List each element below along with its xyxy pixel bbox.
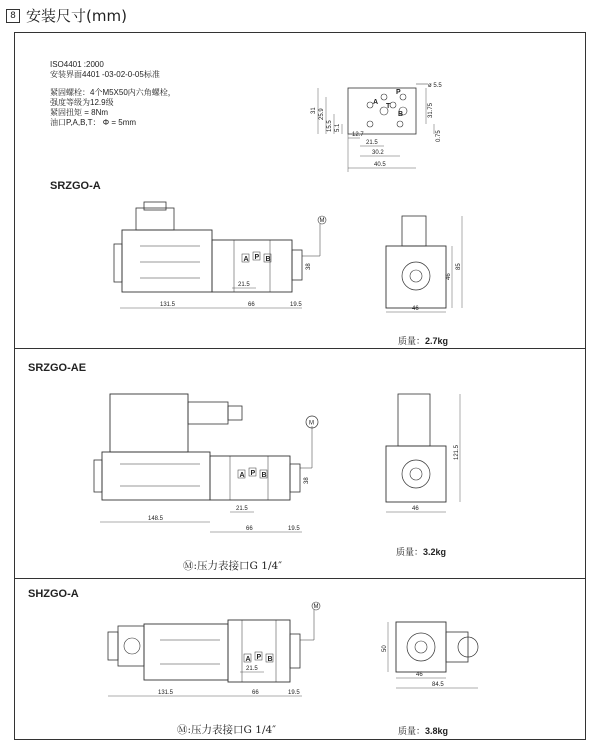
dim-5-1: 5.1 [335, 123, 341, 132]
dim-center: 66 [248, 302, 255, 308]
gauge-marker: M [309, 420, 314, 427]
dim-length: 131.5 [160, 302, 176, 308]
model-title-shzgo-a: SHZGO-A [28, 588, 79, 600]
svg-text:P: P [254, 254, 260, 261]
dim-15-5: 15.5 [327, 120, 333, 132]
dim-height: 38 [304, 477, 310, 484]
dim-port-spacing: 21.5 [236, 506, 248, 512]
svg-text:A: A [245, 656, 251, 663]
gauge-marker: M [313, 604, 319, 610]
side-view-shzgo-a [100, 596, 330, 706]
spec-line-2: 安装界面4401 -03-02-0-05标准 [50, 70, 160, 79]
spec-line-1: ISO4401 :2000 [50, 60, 104, 69]
hole-label: ø 5.5 [428, 83, 442, 89]
gauge-note-2: Ⓜ:压力表接口G 1/4″ [177, 724, 277, 736]
dim-end: 19.5 [290, 302, 302, 308]
dim-12-7: 12.7 [352, 132, 364, 138]
dim-center: 66 [252, 690, 259, 696]
model-title-srzgo-a: SRZGO-A [50, 180, 101, 192]
dim-width: 46 [412, 306, 419, 312]
port-b: B [398, 111, 404, 118]
dim-height: 50 [382, 645, 388, 652]
svg-text:B: B [261, 472, 267, 479]
svg-text:P: P [256, 654, 262, 661]
side-view-srzgo-ae [90, 386, 320, 536]
dim-total-height: 85 [456, 263, 462, 270]
dim-end: 19.5 [288, 526, 300, 532]
svg-text:B: B [267, 656, 273, 663]
dim-total-height: 121.5 [454, 444, 460, 460]
section-divider-2 [14, 578, 586, 579]
front-view-srzgo-ae [380, 390, 470, 520]
dim-side-height: 46 [446, 273, 452, 280]
dim-center: 66 [246, 526, 253, 532]
side-view-srzgo-a [110, 200, 340, 320]
section-title: 安装尺寸(mm) [26, 7, 127, 25]
model-title-srzgo-ae: SRZGO-AE [28, 362, 87, 374]
dim-21-5: 21.5 [366, 140, 378, 146]
dim-port-spacing: 21.5 [238, 282, 250, 288]
mass-shzgo-a: 质量：3.8kg [398, 726, 449, 737]
section-divider-1 [14, 348, 586, 349]
dim-0-75: 0.75 [436, 130, 442, 142]
svg-text:B: B [265, 256, 271, 263]
dim-31: 31 [311, 107, 317, 114]
spec-line-4: 强度等级为12.9级 [50, 98, 114, 107]
dim-width: 46 [416, 672, 423, 678]
port-p: P [396, 89, 401, 96]
front-view-srzgo-a [380, 212, 470, 322]
gauge-marker: M [319, 218, 325, 224]
svg-text:P: P [250, 470, 256, 477]
spec-line-5: 紧固扭矩 = 8Nm [50, 108, 109, 117]
dim-end: 19.5 [288, 690, 300, 696]
spec-line-3: 紧固螺栓：4个M5X50内六角螺栓， [50, 88, 176, 97]
dim-total-width: 84.5 [432, 682, 444, 688]
spec-line-6: 油口P,A,B,T： Φ = 5mm [50, 118, 137, 127]
dim-30-2: 30.2 [372, 150, 384, 156]
front-view-shzgo-a [378, 616, 498, 696]
dim-length: 131.5 [158, 690, 174, 696]
svg-text:A: A [243, 256, 249, 263]
dim-31-75: 31.75 [428, 102, 434, 118]
gauge-note-1: Ⓜ:压力表接口G 1/4″ [183, 560, 283, 572]
mass-srzgo-a: 质量：2.7kg [398, 336, 449, 347]
port-t: T [386, 103, 391, 110]
section-number: 8 [6, 9, 20, 23]
dim-length: 148.5 [148, 516, 164, 522]
interface-drawing [300, 80, 460, 180]
dim-25-9: 25.9 [319, 108, 325, 120]
dim-height: 38 [306, 263, 312, 270]
dim-40-5: 40.5 [374, 162, 386, 168]
mass-srzgo-ae: 质量：3.2kg [396, 547, 447, 558]
dim-port-spacing: 21.5 [246, 666, 258, 672]
section-header [6, 5, 127, 26]
svg-text:A: A [239, 472, 245, 479]
port-a: A [373, 99, 379, 106]
dim-width: 46 [412, 506, 419, 512]
